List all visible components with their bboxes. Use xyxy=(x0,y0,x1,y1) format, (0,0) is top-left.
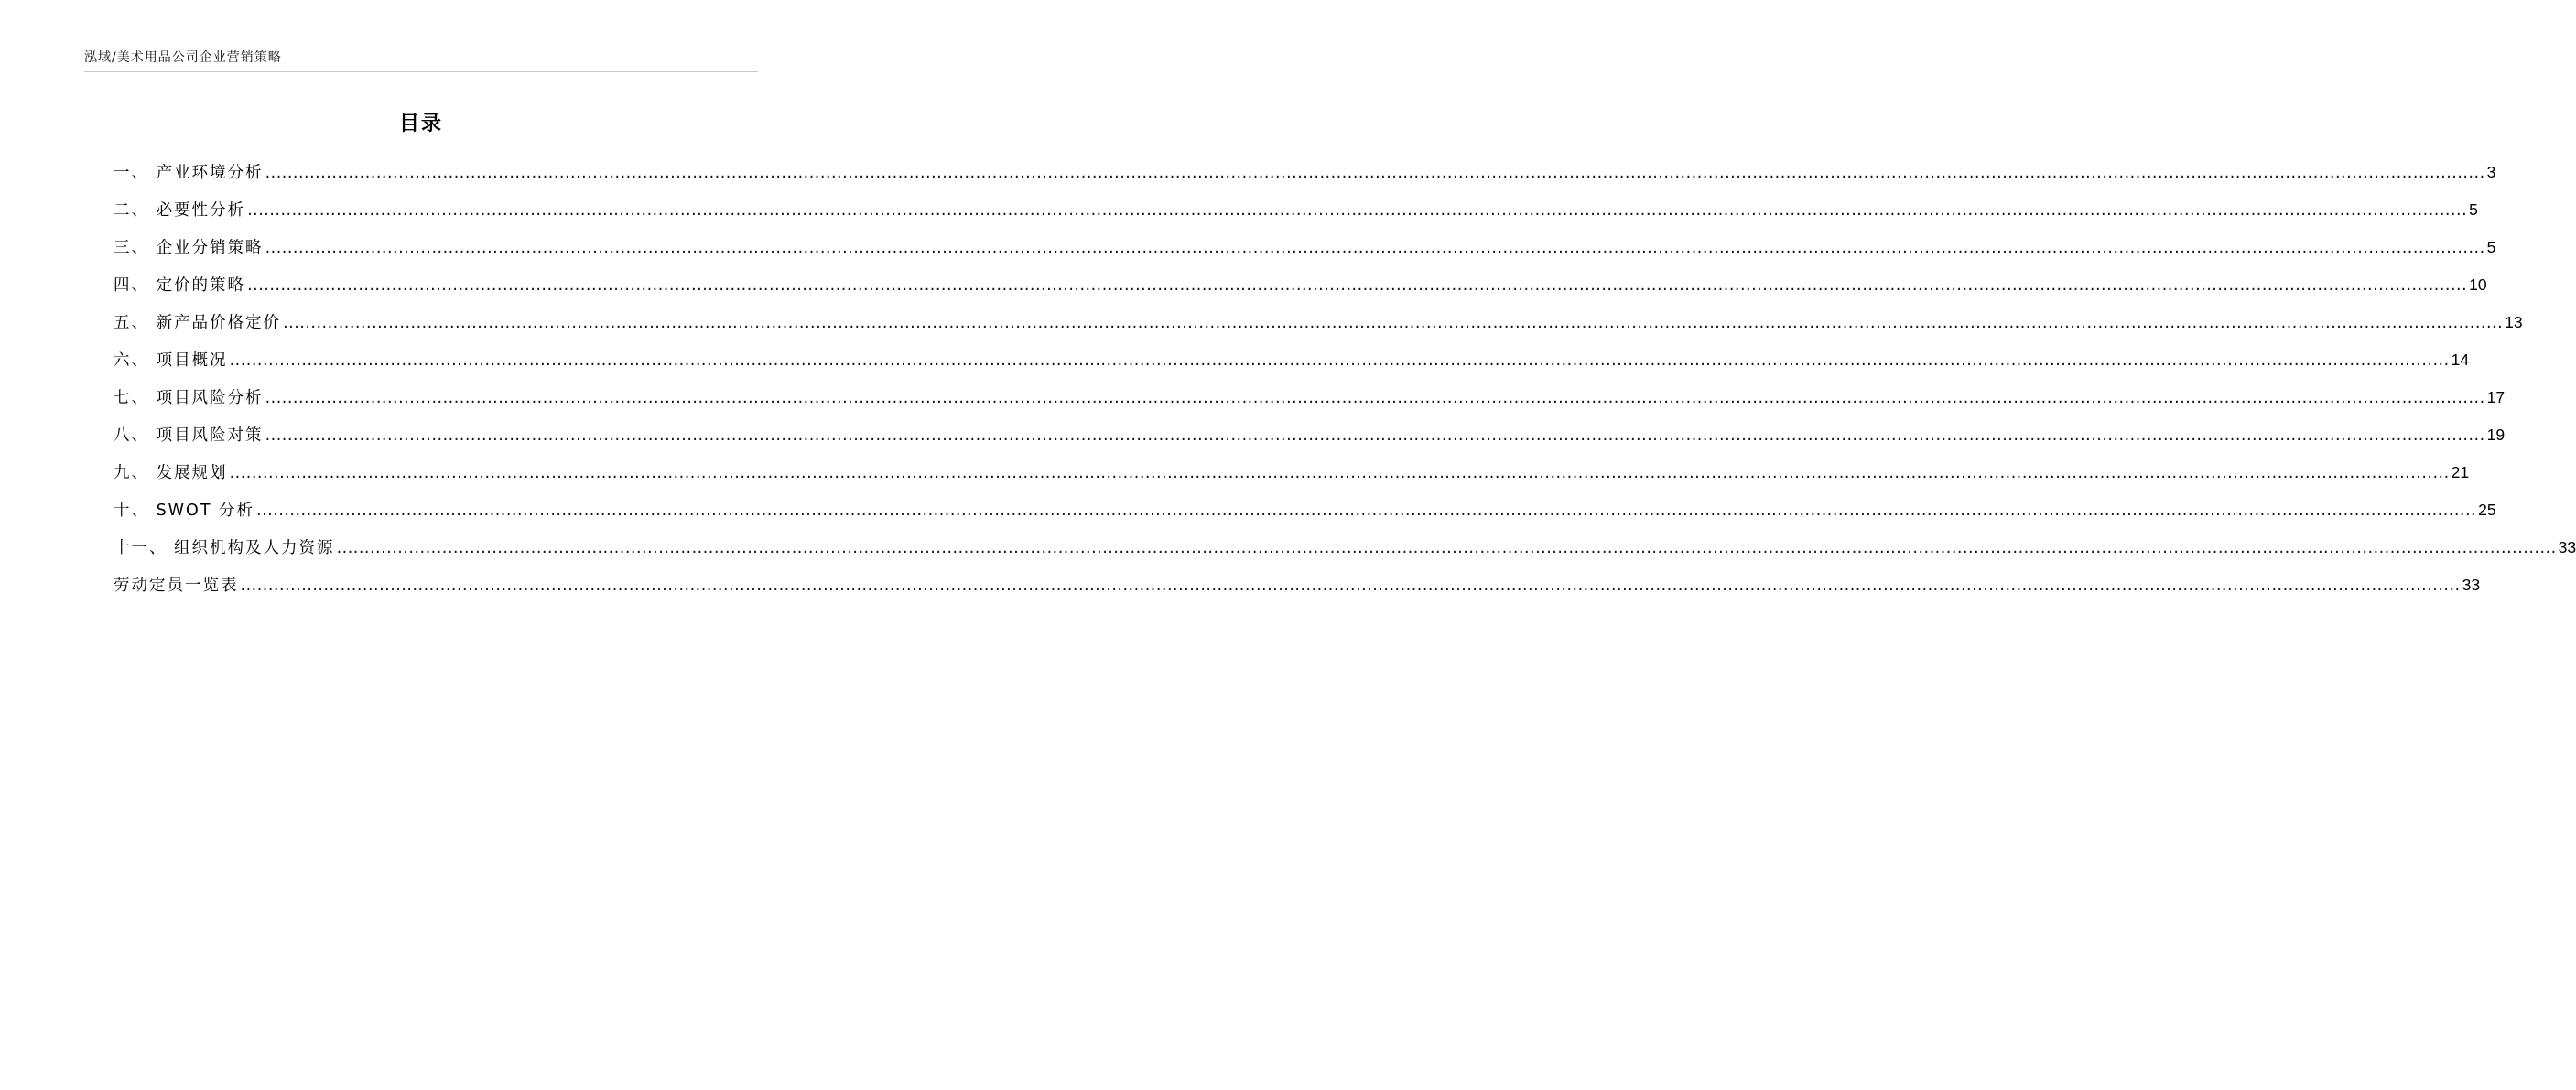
toc-entry-page: 10 xyxy=(2469,275,2487,294)
toc-entry-page: 17 xyxy=(2486,388,2506,406)
toc-entry-label: 十、 SWOT 分析 xyxy=(114,502,255,520)
toc-entry[interactable] xyxy=(114,529,2576,567)
toc-entry-page: 25 xyxy=(2478,501,2496,519)
toc-leader: ................................................................................................................................................................................................................................................................................................................................................................................................................ xyxy=(265,426,2485,445)
toc-entry[interactable] xyxy=(114,567,2481,604)
toc-entry-page: 33 xyxy=(2558,538,2576,556)
toc-title: 目录 xyxy=(398,113,443,135)
toc-entry-label: 二、 必要性分析 xyxy=(114,201,246,220)
toc-entry-page: 21 xyxy=(2451,463,2470,481)
toc-entry-page: 19 xyxy=(2486,426,2506,444)
toc-leader: ................................................................................................................................................................................................................................................................................................................................................................................................................ xyxy=(247,201,2468,220)
toc-entry-label: 劳动定员一览表 xyxy=(114,577,239,595)
toc-leader: ................................................................................................................................................................................................................................................................................................................................................................................................................ xyxy=(283,314,2504,332)
toc-entry[interactable] xyxy=(114,379,2506,416)
toc-leader: ................................................................................................................................................................................................................................................................................................................................................................................................................ xyxy=(229,464,2450,482)
toc-leader: ................................................................................................................................................................................................................................................................................................................................................................................................................ xyxy=(336,539,2557,557)
header-rule xyxy=(84,71,758,72)
toc-entry[interactable] xyxy=(114,491,2496,529)
toc-entry[interactable] xyxy=(114,416,2506,454)
toc-leader: ................................................................................................................................................................................................................................................................................................................................................................................................................ xyxy=(229,351,2450,370)
toc-entry[interactable] xyxy=(114,304,2523,341)
toc-entry[interactable] xyxy=(114,341,2470,379)
toc-list xyxy=(114,154,2576,604)
toc-entry-label: 八、 项目风险对策 xyxy=(114,426,264,445)
toc-entry[interactable] xyxy=(114,191,2478,229)
toc-entry[interactable] xyxy=(114,154,2496,191)
toc-entry[interactable] xyxy=(114,454,2470,491)
toc-entry-label: 五、 新产品价格定价 xyxy=(114,314,282,332)
toc-leader: ................................................................................................................................................................................................................................................................................................................................................................................................................ xyxy=(256,502,2477,520)
toc-entry-label: 七、 项目风险分析 xyxy=(114,389,264,407)
toc-entry-page: 5 xyxy=(2486,238,2496,256)
toc-entry-page: 5 xyxy=(2469,200,2478,219)
toc-entry-page: 3 xyxy=(2486,163,2496,181)
toc-entry-label: 一、 产业环境分析 xyxy=(114,164,264,182)
toc-entry-label: 六、 项目概况 xyxy=(114,351,228,370)
toc-entry[interactable] xyxy=(114,266,2487,304)
toc-entry-page: 33 xyxy=(2462,576,2481,594)
toc-entry-page: 13 xyxy=(2505,313,2523,331)
toc-leader: ................................................................................................................................................................................................................................................................................................................................................................................................................ xyxy=(247,276,2468,295)
toc-entry-label: 四、 定价的策略 xyxy=(114,276,246,295)
toc-entry-label: 十一、 组织机构及人力资源 xyxy=(114,539,335,557)
toc-entry-label: 九、 发展规划 xyxy=(114,464,228,482)
toc-leader: ................................................................................................................................................................................................................................................................................................................................................................................................................ xyxy=(265,164,2485,182)
toc-entry[interactable] xyxy=(114,229,2496,266)
toc-entry-page: 14 xyxy=(2451,351,2470,369)
toc-leader: ................................................................................................................................................................................................................................................................................................................................................................................................................ xyxy=(265,389,2485,407)
toc-leader: ................................................................................................................................................................................................................................................................................................................................................................................................................ xyxy=(265,239,2485,257)
page-header: 泓域/美术用品公司企业营销策略 xyxy=(84,50,282,65)
toc-leader: ................................................................................................................................................................................................................................................................................................................................................................................................................ xyxy=(240,577,2461,595)
toc-entry-label: 三、 企业分销策略 xyxy=(114,239,264,257)
